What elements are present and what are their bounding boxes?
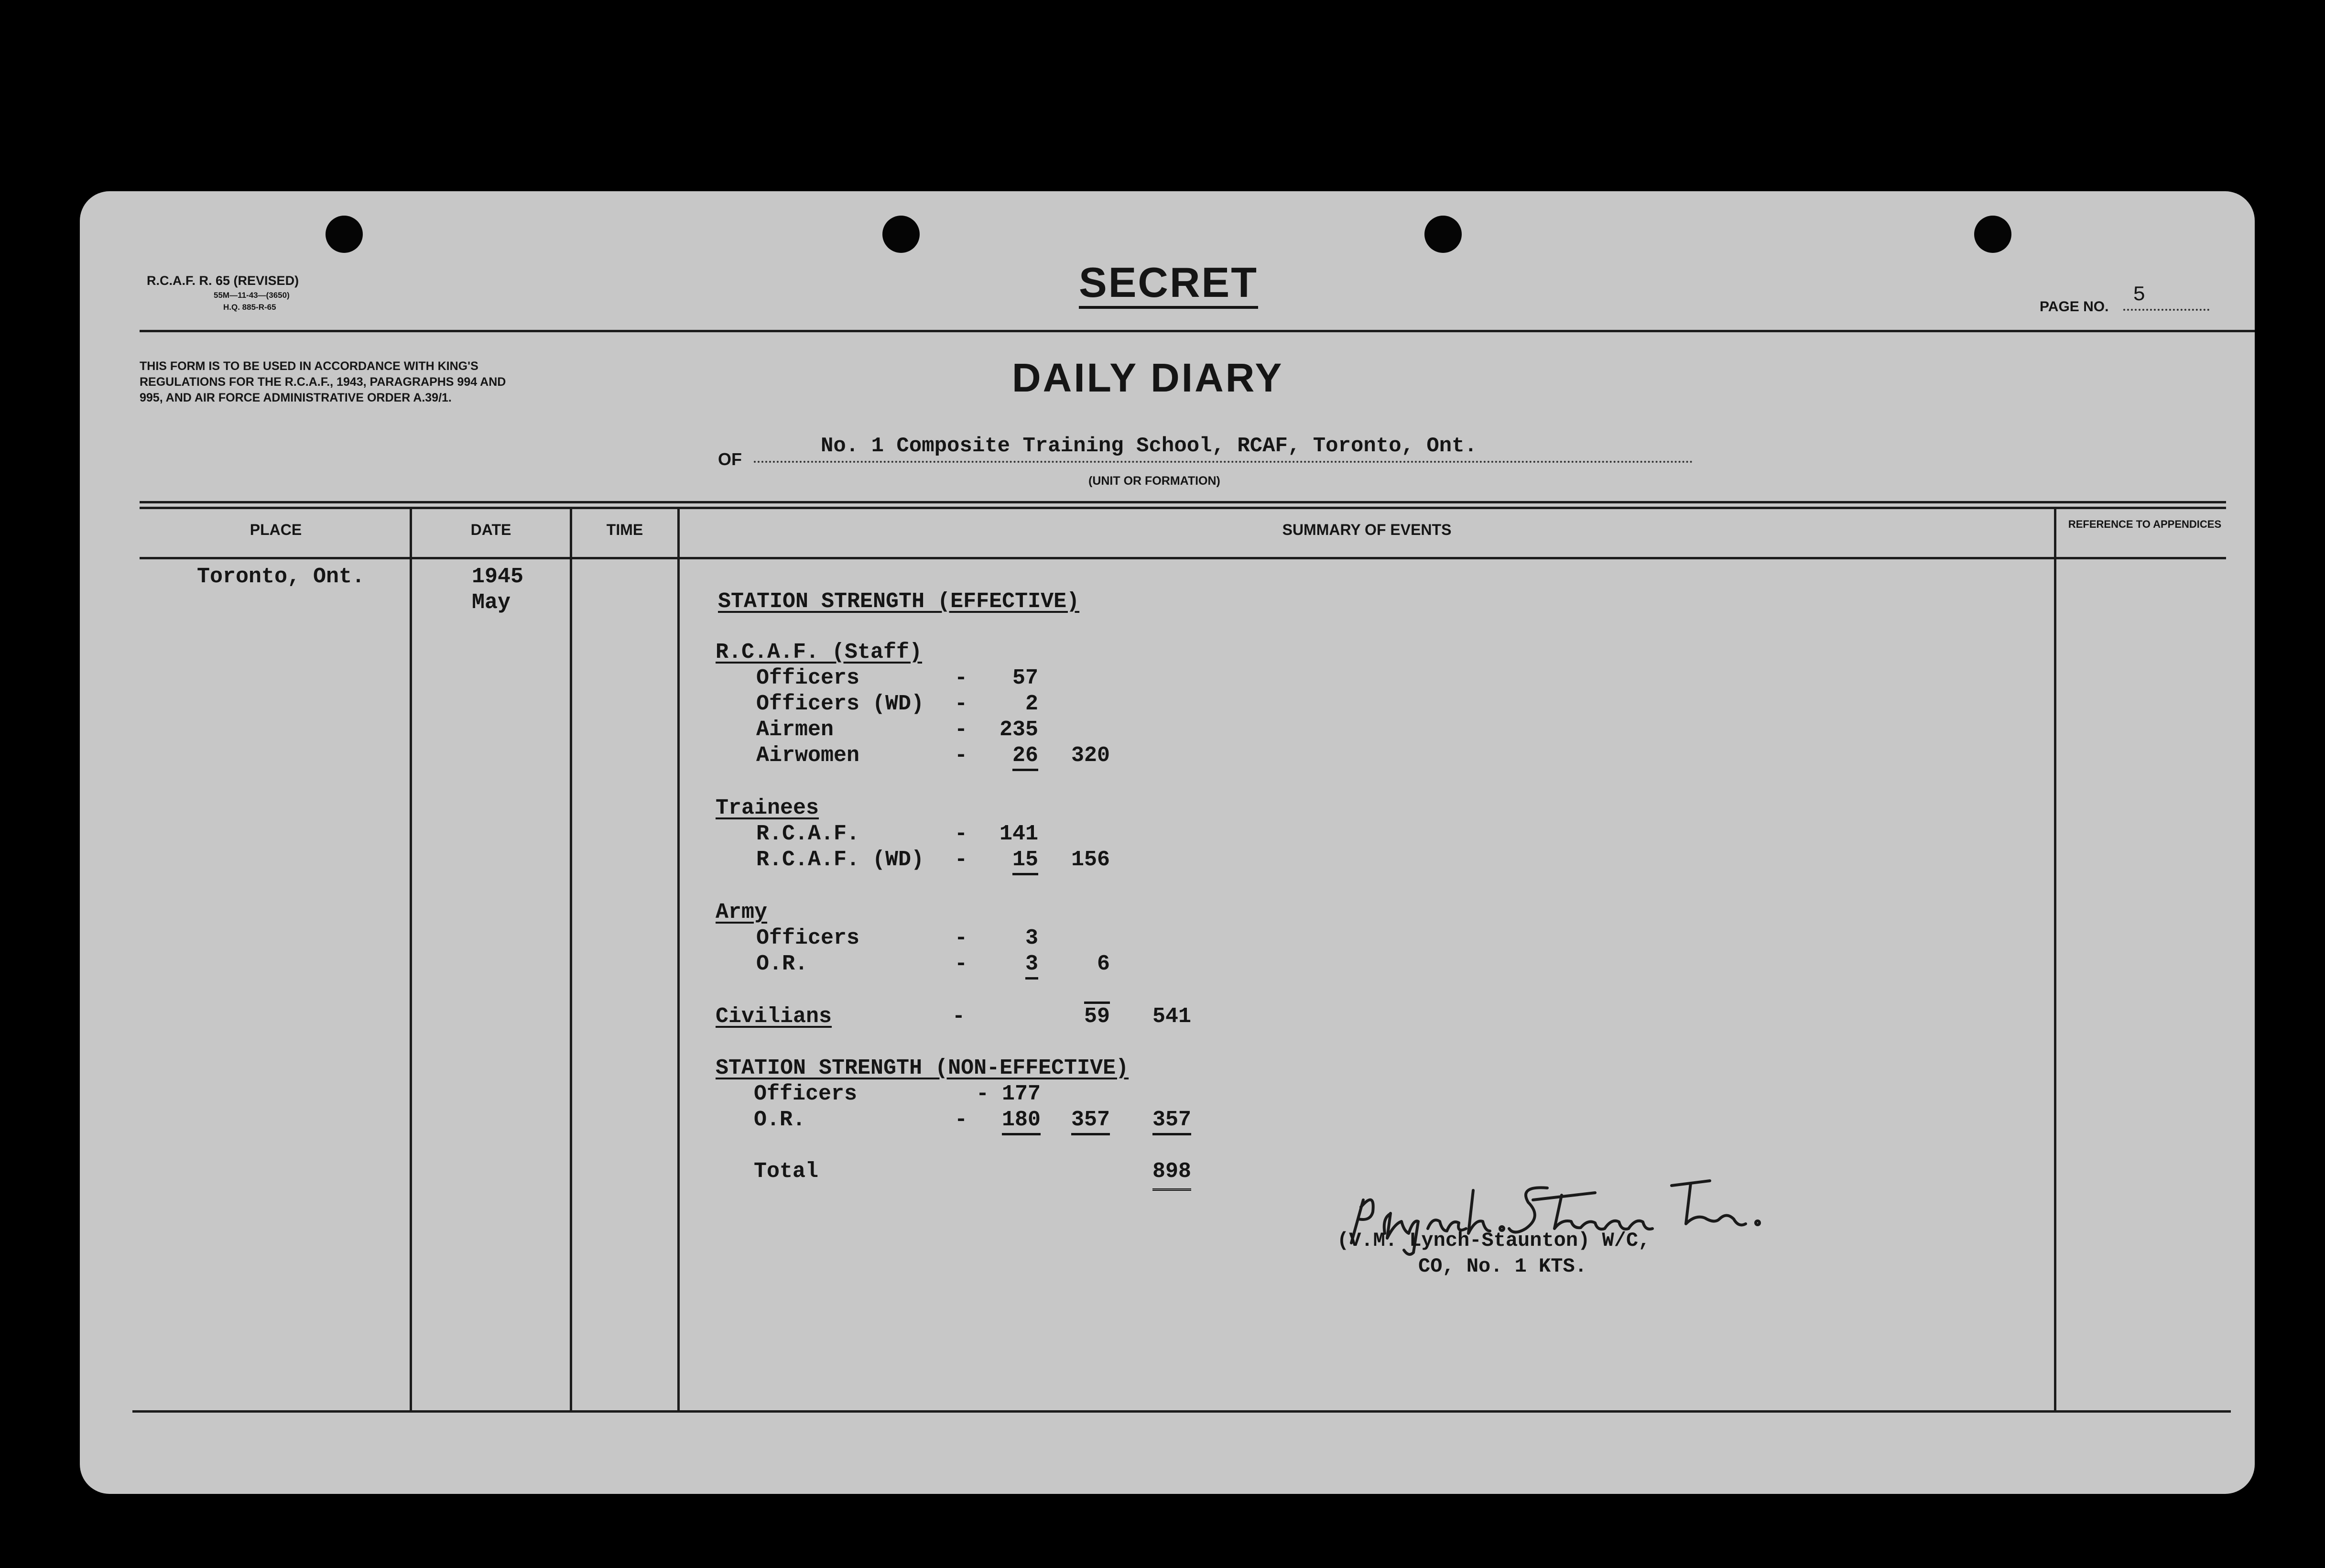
subtotal [1050, 1107, 1110, 1135]
row-label: Officers [756, 666, 860, 690]
form-identifier [147, 272, 299, 313]
row-label: Airwomen [756, 743, 860, 768]
table-bottom-rule [132, 1410, 2231, 1413]
subtotal: 6 [1097, 952, 1110, 976]
column-header-reference: REFERENCE TO APPENDICES [2068, 518, 2222, 530]
row-value-text: 3 [1025, 951, 1038, 980]
signatory-role: CO, No. 1 KTS. [1418, 1255, 1587, 1278]
row-value-text: 177 [1001, 1082, 1041, 1106]
punch-hole [326, 216, 363, 253]
row-value-text: 15 [1012, 847, 1038, 875]
row-value: 141 [999, 822, 1038, 846]
row-value: 2 [1025, 692, 1038, 716]
grand-total-text: 898 [1152, 1159, 1191, 1191]
row-value: 3 [1025, 926, 1038, 950]
column-divider [2054, 507, 2056, 1410]
row-label: R.C.A.F. [756, 822, 860, 846]
unit-caption: (UNIT OR FORMATION) [1088, 474, 1220, 488]
punch-hole [882, 216, 920, 253]
of-label: OF [718, 449, 742, 469]
page-number-label: PAGE NO. [2040, 299, 2109, 315]
signatory-name: (V.M. Lynch-Staunton) W/C, [1337, 1229, 1651, 1252]
row-value: 235 [999, 718, 1038, 742]
column-divider [410, 507, 412, 1410]
dash: - [955, 666, 968, 690]
row-label: Officers (WD) [756, 692, 924, 716]
column-divider [570, 507, 572, 1410]
civilians-value [1050, 1004, 1110, 1030]
dash: - [955, 718, 968, 742]
heading-effective: STATION STRENGTH (EFFECTIVE) [718, 589, 1080, 614]
total-label: Total [754, 1159, 819, 1184]
row-value [978, 951, 1038, 980]
entry-place: Toronto, Ont. [197, 565, 365, 589]
row-value [978, 1107, 1041, 1135]
civilians-value-text: 59 [1084, 1002, 1110, 1030]
classification-heading: SECRET [1079, 259, 1258, 309]
heading-rcaf-staff: R.C.A.F. (Staff) [716, 640, 923, 664]
dash: - [952, 1004, 966, 1029]
column-header-time: TIME [606, 521, 643, 538]
carried-total [1134, 1107, 1191, 1135]
civilians-label: Civilians [716, 1004, 832, 1029]
form-number: R.C.A.F. R. 65 (REVISED) [147, 273, 299, 288]
row-label: R.C.A.F. (WD) [756, 848, 924, 872]
header-rule [140, 330, 2255, 332]
column-header-rule [140, 557, 2226, 559]
column-header-place: PLACE [250, 521, 302, 538]
column-header-date: DATE [470, 521, 511, 538]
hq-code: H.Q. 885-R-65 [223, 303, 276, 312]
dash: - [955, 848, 968, 872]
dash: - [955, 952, 968, 976]
row-label: O.R. [756, 952, 808, 976]
dash: - [955, 743, 968, 768]
subtotal-text: 357 [1071, 1107, 1110, 1135]
dash: - [955, 926, 968, 950]
table-top-rule [140, 501, 2226, 503]
punch-hole [1424, 216, 1462, 253]
entry-month: May [472, 590, 511, 615]
print-code: 55M—11-43—(3650) [214, 291, 290, 300]
heading-army: Army [716, 900, 768, 925]
row-value-text: 26 [1012, 743, 1038, 771]
dash: - [976, 1082, 989, 1106]
row-label: Officers [756, 926, 860, 950]
table-top-rule-2 [140, 507, 2226, 509]
unit-field: No. 1 Composite Training School, RCAF, Toronto, Ont. [754, 431, 1693, 463]
row-value [926, 1081, 1041, 1107]
row-label: O.R. [754, 1108, 806, 1132]
row-label: Airmen [756, 718, 834, 742]
row-value [978, 743, 1038, 771]
form-title: DAILY DIARY [1012, 355, 1284, 400]
dash: - [955, 1108, 968, 1132]
dash: - [955, 822, 968, 846]
heading-trainees: Trainees [716, 796, 819, 820]
heading-non-effective: STATION STRENGTH (NON-EFFECTIVE) [716, 1056, 1129, 1080]
row-value [978, 847, 1038, 875]
punch-hole [1974, 216, 2011, 253]
row-label: Officers [754, 1082, 858, 1106]
usage-notice: THIS FORM IS TO BE USED IN ACCORDANCE WITH KING'S REGULATIONS FOR THE R.C.A.F., 1943, PARAGRAPHS 994 AND 995, AND AIR FORCE ADMINISTRATIVE ORDER A.39/1. [140, 359, 506, 404]
diary-form-card [80, 191, 2255, 1494]
dash: - [955, 692, 968, 716]
column-divider [677, 507, 680, 1410]
entry-year: 1945 [472, 565, 524, 589]
subtotal: 156 [1071, 848, 1110, 872]
row-value: 57 [1012, 666, 1038, 690]
carried-total-text: 357 [1152, 1107, 1191, 1135]
effective-total: 541 [1152, 1004, 1191, 1029]
row-value-text: 180 [1002, 1107, 1041, 1135]
subtotal: 320 [1071, 743, 1110, 768]
page-number-value: 5 [2123, 281, 2209, 311]
grand-total [1134, 1159, 1191, 1191]
column-header-summary: SUMMARY OF EVENTS [1282, 521, 1452, 538]
